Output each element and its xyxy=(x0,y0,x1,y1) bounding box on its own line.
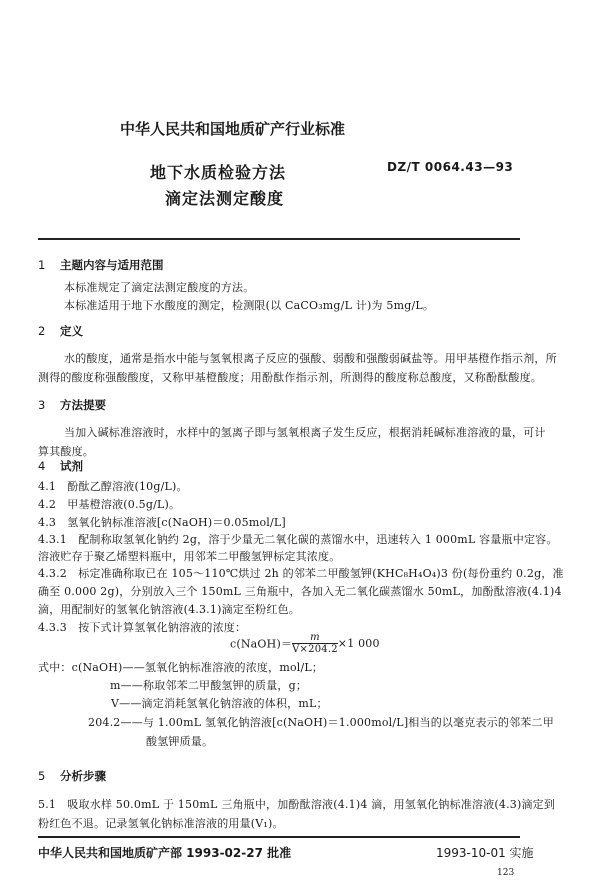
formula-lhs: c(NaOH)＝ xyxy=(230,637,293,651)
formula-variable-definition: 式中：c(NaOH)——氢氧化钠标准溶液的浓度，mol/L； xyxy=(38,661,324,674)
formula-denominator: V×204.2 xyxy=(292,644,338,655)
clause-4-3-3: 4.3.3 按下式计算氢氧化钠溶液的浓度： xyxy=(38,621,247,634)
paragraph-line: 当加入碱标准溶液时，水样中的氢离子即与氢氧根离子发生反应，根据消耗碱标准溶液的量，可计 xyxy=(64,426,546,439)
standard-code: DZ/T 0064.43—93 xyxy=(387,160,514,174)
formula-rhs: ×1 000 xyxy=(337,637,380,650)
paragraph-line: 水的酸度，通常是指水中能与氢氧根离子反应的强酸、弱酸和强酸弱碱盐等。用甲基橙作指示剂，所 xyxy=(64,352,557,365)
clause-4-3-2: 4.3.2 标定准确称取已在 105～110℃烘过 2h 的邻苯二甲酸氢钾(KHC₈H₄O₄)3 份(每份重约 0.2g，准 xyxy=(38,567,564,580)
formula-numerator: m xyxy=(310,632,320,643)
page-number: 123 xyxy=(497,868,515,878)
paragraph-line: 算其酸度。 xyxy=(38,445,94,458)
section-heading-2 xyxy=(38,323,83,339)
section-title: 定义 xyxy=(60,324,83,338)
paragraph-line: 滴，用配制好的氢氧化钠溶液(4.3.1)滴定至粉红色。 xyxy=(38,603,300,616)
clause-4-1: 4.1 酚酞乙醇溶液(10g/L)。 xyxy=(38,480,188,493)
formula-variable-definition: 204.2——与 1.00mL 氢氧化钠溶液[c(NaOH)＝1.000mol/L]相当的以毫克表示的邻苯二甲 xyxy=(88,716,554,729)
paragraph-line: 本标准适用于地下水酸度的测定，检测限(以 CaCO₃mg/L 计)为 5mg/L。 xyxy=(64,299,435,312)
section-title: 方法提要 xyxy=(60,398,106,412)
formula-variable-definition: m——称取邻苯二甲酸氢钾的质量，g； xyxy=(110,679,308,692)
section-title: 试剂 xyxy=(60,459,83,473)
clause-4-3-1: 4.3.1 配制称取氢氧化钠约 2g，溶于少量无二氧化碳的蒸馏水中，迅速转入 1 000mL 容量瓶中定容。 xyxy=(38,533,558,546)
formula-variable-definition: V——滴定消耗氢氧化钠溶液的体积，mL； xyxy=(111,697,328,710)
approval-note: 中华人民共和国地质矿产部 1993-02-27 批准 xyxy=(38,846,292,860)
paragraph-line: 溶液贮存于聚乙烯塑料瓶中，用邻苯二甲酸氢钾标定其浓度。 xyxy=(38,550,341,563)
section-title: 主题内容与适用范围 xyxy=(60,258,164,272)
document-title: 地下水质检验方法 xyxy=(150,163,287,182)
clause-5-1: 5.1 吸取水样 50.0mL 于 150mL 三角瓶中，加酚酞溶液(4.1)4 滴，用氢氧化钠标准溶液(4.3)滴定到 xyxy=(38,798,556,811)
section-number: 5 xyxy=(38,769,46,783)
document-subtitle: 滴定法测定酸度 xyxy=(165,189,285,208)
section-heading-4 xyxy=(38,458,83,474)
clause-4-3: 4.3 氢氧化钠标准溶液[c(NaOH)＝0.05mol/L] xyxy=(38,516,286,529)
section-heading-3 xyxy=(38,397,106,413)
section-heading-1 xyxy=(38,257,164,273)
paragraph-line: 本标准规定了滴定法测定酸度的方法。 xyxy=(64,281,255,294)
section-number: 1 xyxy=(38,258,46,272)
footer-divider xyxy=(38,836,520,838)
paragraph-line: 粉红色不退。记录氢氧化钠标准溶液的用量(V₁)。 xyxy=(38,817,284,830)
formula-variable-definition: 酸氢钾质量。 xyxy=(146,735,214,748)
formula-fraction xyxy=(292,632,338,655)
effective-date: 1993-10-01 实施 xyxy=(436,846,534,860)
section-number: 3 xyxy=(38,398,46,412)
section-title: 分析步骤 xyxy=(60,769,106,783)
section-number: 2 xyxy=(38,324,46,338)
section-number: 4 xyxy=(38,459,46,473)
clause-4-2: 4.2 甲基橙溶液(0.5g/L)。 xyxy=(38,498,181,511)
naoh-concentration-formula xyxy=(230,632,380,655)
header-divider xyxy=(38,238,520,240)
paragraph-line: 测得的酸度称强酸酸度，又称甲基橙酸度；用酚酞作指示剂，所测得的酸度称总酸度，又称酚酞酸度。 xyxy=(38,371,542,384)
org-standard-heading: 中华人民共和国地质矿产行业标准 xyxy=(120,120,346,138)
paragraph-line: 确至 0.000 2g)，分别放入三个 150mL 三角瓶中，各加入无二氧化碳蒸馏水 50mL，加酚酞溶液(4.1)4 xyxy=(38,585,562,598)
section-heading-5 xyxy=(38,768,106,784)
